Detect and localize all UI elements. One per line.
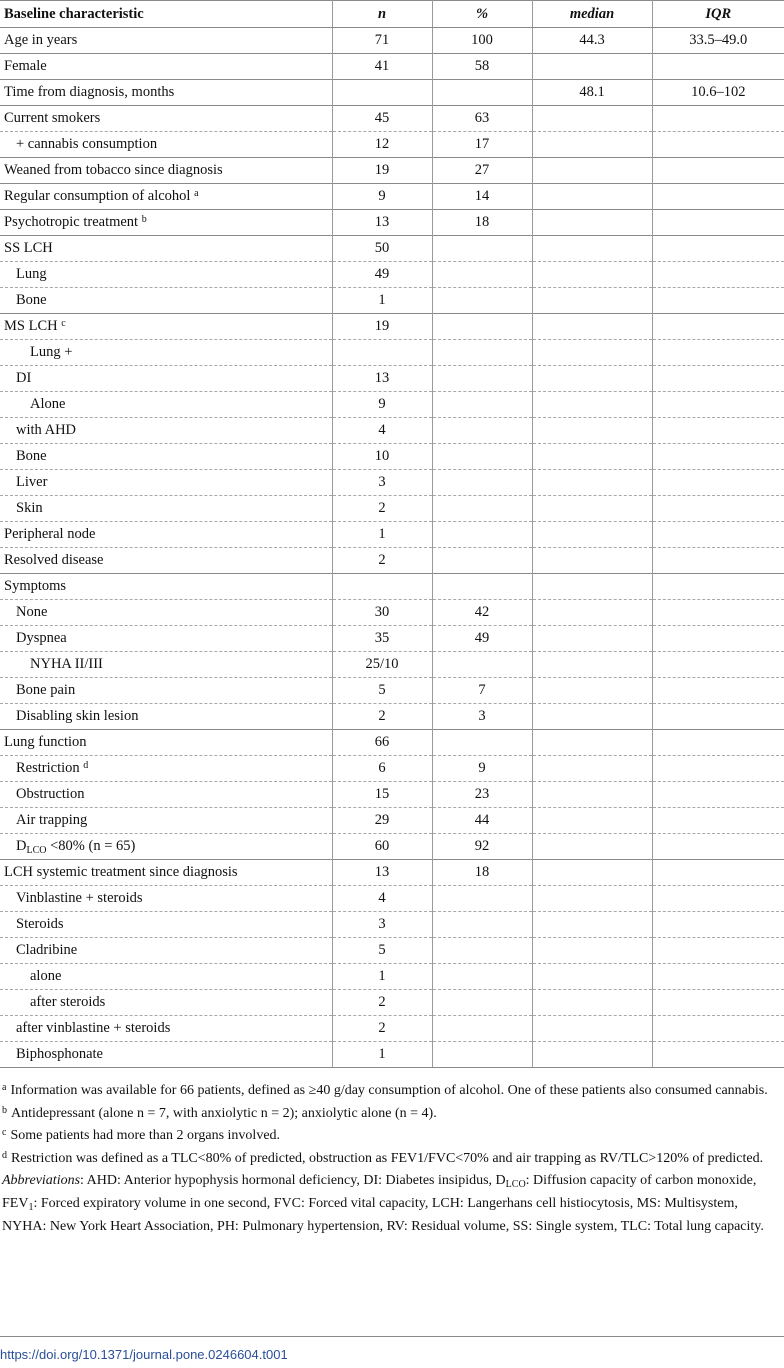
table-row xyxy=(0,912,784,938)
cell-percent: 17 xyxy=(432,132,532,158)
row-label: Lung + xyxy=(0,340,332,366)
row-label: Obstruction xyxy=(0,782,332,808)
row-label: after steroids xyxy=(0,990,332,1016)
table-row xyxy=(0,54,784,80)
cell-percent: 14 xyxy=(432,184,532,210)
table-row xyxy=(0,704,784,730)
cell-n: 1 xyxy=(332,288,432,314)
cell-median: 44.3 xyxy=(532,28,652,54)
cell-n: 9 xyxy=(332,184,432,210)
header-iqr: IQR xyxy=(652,1,784,28)
row-label: Regular consumption of alcohol $^a$ xyxy=(0,184,332,210)
row-label: Female xyxy=(0,54,332,80)
row-label: with AHD xyxy=(0,418,332,444)
table-row xyxy=(0,496,784,522)
cell-percent: 44 xyxy=(432,808,532,834)
cell-n: 45 xyxy=(332,106,432,132)
row-label: Liver xyxy=(0,470,332,496)
cell-median: 48.1 xyxy=(532,80,652,106)
row-label: Resolved disease xyxy=(0,548,332,574)
cell-n: 60 xyxy=(332,834,432,860)
table-row xyxy=(0,340,784,366)
table-row xyxy=(0,132,784,158)
table-header-row xyxy=(0,1,784,28)
row-label: Cladribine xyxy=(0,938,332,964)
cell-percent: 63 xyxy=(432,106,532,132)
table-row xyxy=(0,990,784,1016)
cell-n: 15 xyxy=(332,782,432,808)
table-row xyxy=(0,1016,784,1042)
row-label: LCH systemic treatment since diagnosis xyxy=(0,860,332,886)
table-row xyxy=(0,184,784,210)
table-row xyxy=(0,158,784,184)
row-label: Dyspnea xyxy=(0,626,332,652)
table-row xyxy=(0,964,784,990)
cell-percent: 23 xyxy=(432,782,532,808)
table-row xyxy=(0,392,784,418)
footnote-mark: b xyxy=(141,214,147,225)
table-row xyxy=(0,808,784,834)
footnote-b: $^b$ Antidepressant (alone n = 7, with anxiolytic n = 2); anxiolytic alone (n = 4). xyxy=(2,1104,437,1121)
row-label: Alone xyxy=(0,392,332,418)
footnote-mark: c xyxy=(61,318,66,329)
cell-iqr: 33.5–49.0 xyxy=(652,28,784,54)
cell-percent: 27 xyxy=(432,158,532,184)
row-label: Skin xyxy=(0,496,332,522)
cell-n: 30 xyxy=(332,600,432,626)
header-n: n xyxy=(332,1,432,28)
row-label: Lung xyxy=(0,262,332,288)
cell-n: 49 xyxy=(332,262,432,288)
table-row xyxy=(0,314,784,340)
row-label: + cannabis consumption xyxy=(0,132,332,158)
cell-percent: 7 xyxy=(432,678,532,704)
cell-n: 1 xyxy=(332,522,432,548)
cell-n: 41 xyxy=(332,54,432,80)
table-row xyxy=(0,626,784,652)
cell-n: 13 xyxy=(332,366,432,392)
cell-n: 4 xyxy=(332,886,432,912)
cell-percent: 18 xyxy=(432,210,532,236)
header-percent: % xyxy=(432,1,532,28)
cell-n: 19 xyxy=(332,314,432,340)
cell-n: 35 xyxy=(332,626,432,652)
header-characteristic: Baseline characteristic xyxy=(0,1,332,28)
table-row xyxy=(0,418,784,444)
table-row xyxy=(0,236,784,262)
table-row xyxy=(0,938,784,964)
table-row xyxy=(0,1042,784,1068)
row-label: Disabling skin lesion xyxy=(0,704,332,730)
footnote-mark: a xyxy=(194,188,199,199)
table-row xyxy=(0,210,784,236)
cell-n: 13 xyxy=(332,860,432,886)
cell-percent: 9 xyxy=(432,756,532,782)
table-row xyxy=(0,886,784,912)
doi-link[interactable]: https://doi.org/10.1371/journal.pone.0246604.t001 xyxy=(0,1347,288,1362)
cell-percent: 42 xyxy=(432,600,532,626)
cell-n: 50 xyxy=(332,236,432,262)
cell-percent: 92 xyxy=(432,834,532,860)
cell-percent: 3 xyxy=(432,704,532,730)
cell-n: 29 xyxy=(332,808,432,834)
cell-n: 12 xyxy=(332,132,432,158)
row-label: NYHA II/III xyxy=(0,652,332,678)
table-row xyxy=(0,444,784,470)
row-label: alone xyxy=(0,964,332,990)
table-row xyxy=(0,106,784,132)
table-row xyxy=(0,522,784,548)
cell-n: 2 xyxy=(332,1016,432,1042)
cell-n: 3 xyxy=(332,470,432,496)
table-row xyxy=(0,470,784,496)
cell-n: 5 xyxy=(332,678,432,704)
row-label: SS LCH xyxy=(0,236,332,262)
row-label: Biphosphonate xyxy=(0,1042,332,1068)
cell-iqr: 10.6–102 xyxy=(652,80,784,106)
table-row xyxy=(0,574,784,600)
cell-n: 1 xyxy=(332,1042,432,1068)
table-row xyxy=(0,730,784,756)
row-label: Symptoms xyxy=(0,574,332,600)
row-label: Air trapping xyxy=(0,808,332,834)
row-label: after vinblastine + steroids xyxy=(0,1016,332,1042)
cell-n: 71 xyxy=(332,28,432,54)
table-row xyxy=(0,678,784,704)
footnote-d: $^d$ Restriction was defined as a TLC<80% of predicted, obstruction as FEV1/FVC<70% and air trapping as RV/TLC>120% of predicted. xyxy=(2,1149,764,1166)
cell-n: 13 xyxy=(332,210,432,236)
row-label: Steroids xyxy=(0,912,332,938)
table-row xyxy=(0,600,784,626)
table-row xyxy=(0,548,784,574)
row-label: MS LCH $^c$ xyxy=(0,314,332,340)
row-label: Age in years xyxy=(0,28,332,54)
cell-n: 19 xyxy=(332,158,432,184)
cell-n: 2 xyxy=(332,704,432,730)
cell-percent: 100 xyxy=(432,28,532,54)
cell-n: 1 xyxy=(332,964,432,990)
footnote-c: $^c$ Some patients had more than 2 organs involved. xyxy=(2,1127,281,1144)
row-label: Weaned from tobacco since diagnosis xyxy=(0,158,332,184)
abbreviations-note: Abbreviations: AHD: Anterior hypophysis hormonal deficiency, DI: Diabetes insipidus, $D_{LCO}$: Diffusion capacity of carbon monoxide, $FEV_1$: Forced expiratory volume in one second, FVC: Forced vital capacity, LCH: Langerhans cell histiocytosis, MS: Multisystem, NYHA: New York Heart Association, PH: Pulmonary hypertension, RV: Residual volume, SS: Single system, TLC: Total lung capacity. xyxy=(2,1173,764,1234)
row-label: Peripheral node xyxy=(0,522,332,548)
cell-n: 2 xyxy=(332,496,432,522)
cell-n: 3 xyxy=(332,912,432,938)
row-label: DI xyxy=(0,366,332,392)
cell-percent: 49 xyxy=(432,626,532,652)
cell-n: 6 xyxy=(332,756,432,782)
cell-n: 9 xyxy=(332,392,432,418)
footnote-mark: d xyxy=(83,760,89,771)
header-median: median xyxy=(532,1,652,28)
row-label: Bone pain xyxy=(0,678,332,704)
row-label: Lung function xyxy=(0,730,332,756)
table-row xyxy=(0,262,784,288)
cell-percent: 58 xyxy=(432,54,532,80)
row-label: Vinblastine + steroids xyxy=(0,886,332,912)
cell-n: 25/10 xyxy=(332,652,432,678)
cell-n: 4 xyxy=(332,418,432,444)
row-label: $D_{LCO} <80\%$ (n = 65) xyxy=(0,834,332,860)
table-row xyxy=(0,652,784,678)
table-row xyxy=(0,28,784,54)
cell-n: 2 xyxy=(332,990,432,1016)
row-label: Psychotropic treatment $^b$ xyxy=(0,210,332,236)
table-row xyxy=(0,756,784,782)
table-row xyxy=(0,366,784,392)
table-row xyxy=(0,860,784,886)
doi-footer xyxy=(0,1336,784,1362)
row-label: Bone xyxy=(0,288,332,314)
cell-percent: 18 xyxy=(432,860,532,886)
cell-n: 10 xyxy=(332,444,432,470)
table-row xyxy=(0,782,784,808)
row-label: Current smokers xyxy=(0,106,332,132)
footnote-a: $^a$ Information was available for 66 patients, defined as ≥40 g/day consumption of alcohol. One of these patients also consumed cannabis. xyxy=(2,1082,768,1098)
row-label: None xyxy=(0,600,332,626)
row-label: Restriction $^d$ xyxy=(0,756,332,782)
table-row xyxy=(0,288,784,314)
row-label: Time from diagnosis, months xyxy=(0,80,332,106)
table-row xyxy=(0,834,784,860)
table-row xyxy=(0,80,784,106)
cell-n: 5 xyxy=(332,938,432,964)
cell-n: 66 xyxy=(332,730,432,756)
table-footnotes xyxy=(0,1072,784,1238)
row-label: Bone xyxy=(0,444,332,470)
cell-n: 2 xyxy=(332,548,432,574)
